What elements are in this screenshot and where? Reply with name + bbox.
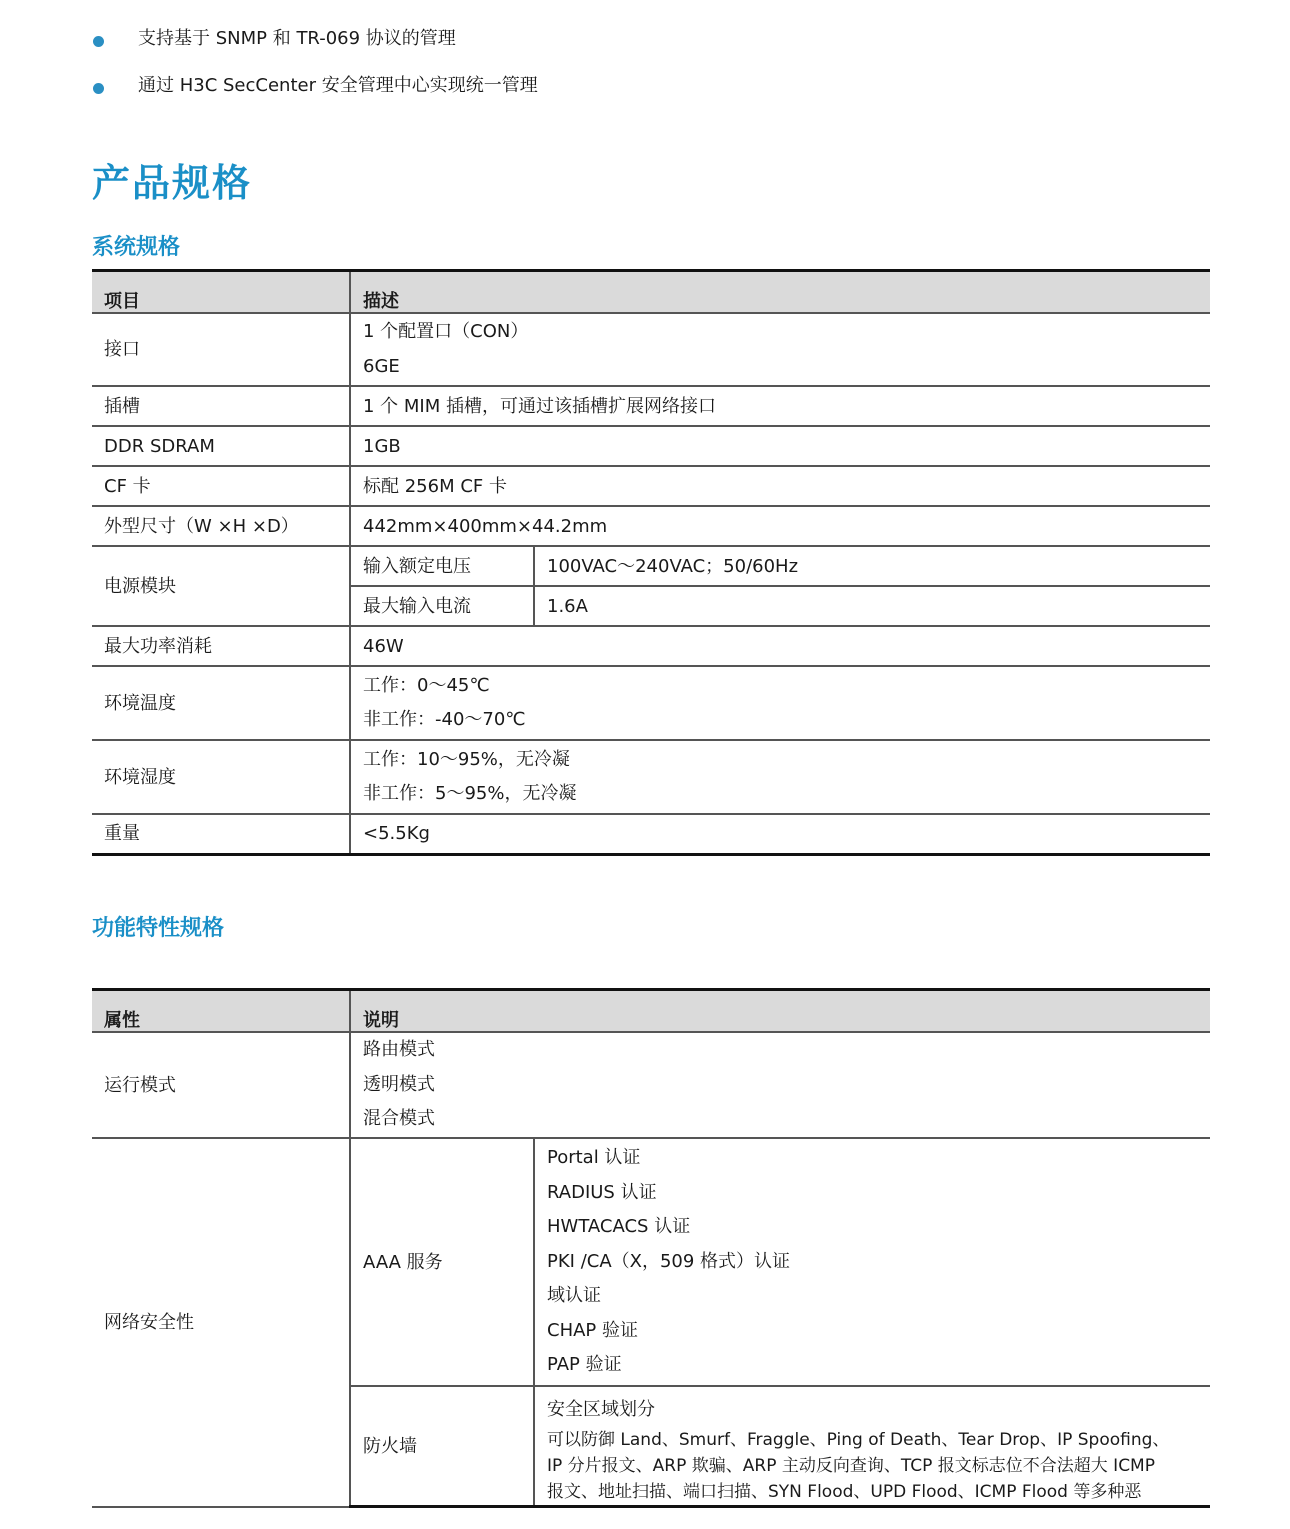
table-row <box>92 666 1210 740</box>
bullet-list <box>92 24 538 118</box>
table-row <box>92 626 1210 666</box>
header-cell: 项目 <box>92 271 350 314</box>
row-value: 1 个 MIM 插槽，可通过该插槽扩展网络接口 <box>350 386 1210 426</box>
table-row <box>92 426 1210 466</box>
row-label: 重量 <box>92 814 350 854</box>
row-label: 网络安全性 <box>92 1138 350 1507</box>
row-label: CF 卡 <box>92 466 350 506</box>
bullet-item <box>92 24 538 71</box>
row-value: 工作：0～45℃ 非工作：-40～70℃ <box>350 666 1210 740</box>
row-label: 电源模块 <box>92 546 350 626</box>
table-row <box>92 506 1210 546</box>
row-value: 442mm×400mm×44.2mm <box>350 506 1210 546</box>
row-value: 1.6A <box>534 586 1210 626</box>
bullet-item <box>92 71 538 118</box>
row-label: 最大功率消耗 <box>92 626 350 666</box>
sub-label: 防火墙 <box>350 1386 534 1507</box>
row-value: 46W <box>350 626 1210 666</box>
header-cell: 描述 <box>350 271 1210 314</box>
row-label: 插槽 <box>92 386 350 426</box>
table-row <box>92 1032 1210 1138</box>
feature-spec-title: 功能特性规格 <box>92 916 225 941</box>
bullet-dot-icon <box>93 36 104 47</box>
row-value: 1 个配置口（CON） 6GE <box>350 313 1210 386</box>
table-row <box>92 814 1210 854</box>
row-label: DDR SDRAM <box>92 426 350 466</box>
row-label: 接口 <box>92 313 350 386</box>
system-spec-table <box>92 269 1210 856</box>
sub-label: 最大输入电流 <box>350 586 534 626</box>
row-value: 1GB <box>350 426 1210 466</box>
table-row <box>92 386 1210 426</box>
row-label: 外型尺寸（W ×H ×D） <box>92 506 350 546</box>
row-label: 环境温度 <box>92 666 350 740</box>
bullet-text: 通过 H3C SecCenter 安全管理中心实现统一管理 <box>138 75 538 96</box>
table-row <box>92 740 1210 814</box>
system-spec-title: 系统规格 <box>92 235 181 260</box>
table-row <box>92 466 1210 506</box>
row-value: 安全区域划分 可以防御 Land、Smurf、Fraggle、Ping of Death、Tear Drop、IP Spoofing、 IP 分片报文、ARP 欺骗、ARP 主动反向查询、TCP 报文标志位不合法超大 ICMP 报文、地址扫描、端口扫描、SYN Flood、UPD Flood、ICMP Flood 等多种恶 <box>534 1386 1210 1507</box>
bullet-dot-icon <box>93 83 104 94</box>
row-value: 路由模式 透明模式 混合模式 <box>350 1032 1210 1138</box>
header-cell: 说明 <box>350 990 1210 1033</box>
row-value: <5.5Kg <box>350 814 1210 854</box>
row-label: 环境湿度 <box>92 740 350 814</box>
sub-label: AAA 服务 <box>350 1138 534 1386</box>
sub-label: 输入额定电压 <box>350 546 534 586</box>
row-value: 标配 256M CF 卡 <box>350 466 1210 506</box>
feature-spec-table <box>92 988 1210 1508</box>
table-row <box>92 313 1210 386</box>
table-header-row <box>92 271 1210 314</box>
row-value: 100VAC～240VAC；50/60Hz <box>534 546 1210 586</box>
row-label: 运行模式 <box>92 1032 350 1138</box>
section-title: 产品规格 <box>92 161 253 205</box>
row-value: 工作：10～95%，无冷凝 非工作：5～95%，无冷凝 <box>350 740 1210 814</box>
table-header-row <box>92 990 1210 1033</box>
row-value: Portal 认证 RADIUS 认证 HWTACACS 认证 PKI /CA（X，509 格式）认证 域认证 CHAP 验证 PAP 验证 <box>534 1138 1210 1386</box>
table-row <box>92 1138 1210 1386</box>
bullet-text: 支持基于 SNMP 和 TR-069 协议的管理 <box>138 28 456 49</box>
table-row <box>92 546 1210 586</box>
header-cell: 属性 <box>92 990 350 1033</box>
